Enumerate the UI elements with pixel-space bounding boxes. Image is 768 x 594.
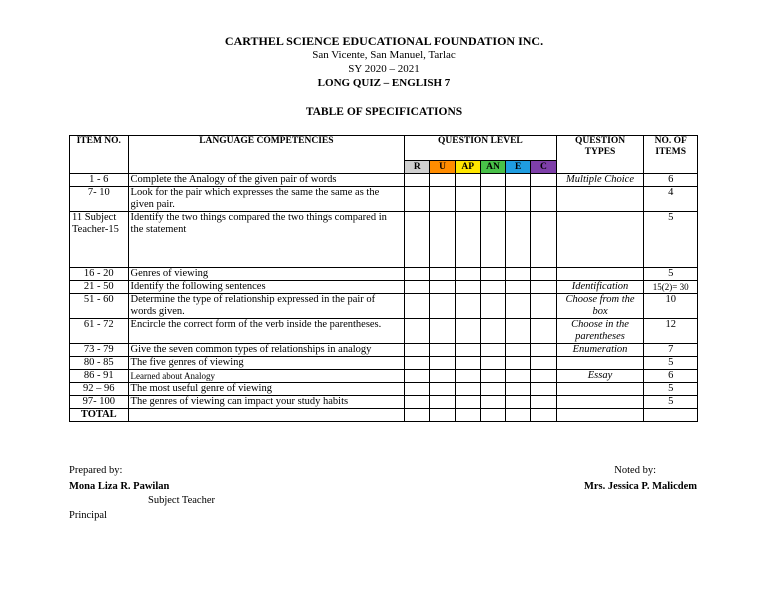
competency: The five genres of viewing bbox=[128, 357, 405, 370]
competency: Look for the pair which expresses the same the same as the given pair. bbox=[128, 187, 405, 212]
question-type: Enumeration bbox=[556, 344, 644, 357]
question-type: Multiple Choice bbox=[556, 174, 644, 187]
total-row bbox=[70, 409, 698, 422]
competency: The genres of viewing can impact your study habits bbox=[128, 396, 405, 409]
table-row bbox=[70, 319, 698, 344]
level-c: C bbox=[531, 161, 556, 174]
noted-by-name: Mrs. Jessica P. Malicdem bbox=[583, 481, 697, 492]
question-type: Choose in the parentheses bbox=[556, 319, 644, 344]
table-row bbox=[70, 212, 698, 268]
header-item-no: ITEM NO. bbox=[70, 136, 129, 174]
table-row bbox=[70, 357, 698, 370]
item-no: 16 - 20 bbox=[70, 268, 129, 281]
question-type: Identification bbox=[556, 281, 644, 294]
prepared-by-title: Subject Teacher bbox=[148, 495, 215, 506]
question-type bbox=[556, 357, 644, 370]
item-no: 92 – 96 bbox=[70, 383, 129, 396]
school-address: San Vicente, San Manuel, Tarlac bbox=[312, 49, 456, 61]
competency: Give the seven common types of relationships in analogy bbox=[128, 344, 405, 357]
item-no: 21 - 50 bbox=[70, 281, 129, 294]
question-type bbox=[556, 187, 644, 212]
specifications-table bbox=[69, 135, 698, 422]
competency: Complete the Analogy of the given pair of words bbox=[128, 174, 405, 187]
noted-by-title: Principal bbox=[69, 510, 107, 521]
table-row bbox=[70, 281, 698, 294]
total-label: TOTAL bbox=[70, 409, 129, 422]
item-count: 5 bbox=[644, 357, 698, 370]
table-row bbox=[70, 294, 698, 319]
competency: The most useful genre of viewing bbox=[128, 383, 405, 396]
noted-by-label: Noted by: bbox=[614, 465, 656, 476]
item-count: 10 bbox=[644, 294, 698, 319]
item-no: 11 Subject Teacher-15 bbox=[70, 212, 129, 268]
table-row bbox=[70, 268, 698, 281]
competency: Learned about Analogy bbox=[128, 370, 405, 383]
header-competencies: LANGUAGE COMPETENCIES bbox=[128, 136, 405, 174]
school-year: SY 2020 – 2021 bbox=[348, 63, 420, 75]
item-count: 5 bbox=[644, 383, 698, 396]
item-no: 80 - 85 bbox=[70, 357, 129, 370]
question-type: Choose from the box bbox=[556, 294, 644, 319]
item-count: 5 bbox=[644, 212, 698, 268]
item-count: 15(2)= 30 bbox=[644, 281, 698, 294]
item-count: 12 bbox=[644, 319, 698, 344]
item-count: 6 bbox=[644, 174, 698, 187]
header-question-types: QUESTION TYPES bbox=[556, 136, 644, 174]
question-type bbox=[556, 268, 644, 281]
organization-name: CARTHEL SCIENCE EDUCATIONAL FOUNDATION INC. bbox=[224, 34, 544, 48]
prepared-by-name: Mona Liza R. Pawilan bbox=[69, 481, 170, 492]
item-no: 1 - 6 bbox=[70, 174, 129, 187]
question-type bbox=[556, 212, 644, 268]
item-count: 7 bbox=[644, 344, 698, 357]
prepared-by-label: Prepared by: bbox=[69, 465, 123, 476]
level-ap: AP bbox=[455, 161, 480, 174]
quiz-title: LONG QUIZ – ENGLISH 7 bbox=[317, 77, 451, 89]
competency: Determine the type of relationship expressed in the pair of words given. bbox=[128, 294, 405, 319]
table-row bbox=[70, 370, 698, 383]
question-type: Essay bbox=[556, 370, 644, 383]
table-row bbox=[70, 396, 698, 409]
level-e: E bbox=[506, 161, 531, 174]
table-row bbox=[70, 174, 698, 187]
item-count: 6 bbox=[644, 370, 698, 383]
item-no: 97- 100 bbox=[70, 396, 129, 409]
item-no: 61 - 72 bbox=[70, 319, 129, 344]
table-row bbox=[70, 383, 698, 396]
level-r: R bbox=[405, 161, 430, 174]
item-no: 73 - 79 bbox=[70, 344, 129, 357]
question-type bbox=[556, 383, 644, 396]
competency: Identify the following sentences bbox=[128, 281, 405, 294]
competency: Genres of viewing bbox=[128, 268, 405, 281]
item-no: 7- 10 bbox=[70, 187, 129, 212]
header-no-of-items: NO. OF ITEMS bbox=[644, 136, 698, 174]
table-row bbox=[70, 344, 698, 357]
level-u: U bbox=[430, 161, 455, 174]
competency: Identify the two things compared the two things compared in the statement bbox=[128, 212, 405, 268]
item-count: 5 bbox=[644, 268, 698, 281]
item-count: 5 bbox=[644, 396, 698, 409]
header-question-level: QUESTION LEVEL bbox=[405, 136, 556, 161]
table-row bbox=[70, 187, 698, 212]
tos-title: TABLE OF SPECIFICATIONS bbox=[305, 106, 463, 118]
level-an: AN bbox=[480, 161, 505, 174]
competency: Encircle the correct form of the verb inside the parentheses. bbox=[128, 319, 405, 344]
question-type bbox=[556, 396, 644, 409]
item-count: 4 bbox=[644, 187, 698, 212]
item-no: 86 - 91 bbox=[70, 370, 129, 383]
document-header bbox=[0, 34, 768, 90]
item-no: 51 - 60 bbox=[70, 294, 129, 319]
